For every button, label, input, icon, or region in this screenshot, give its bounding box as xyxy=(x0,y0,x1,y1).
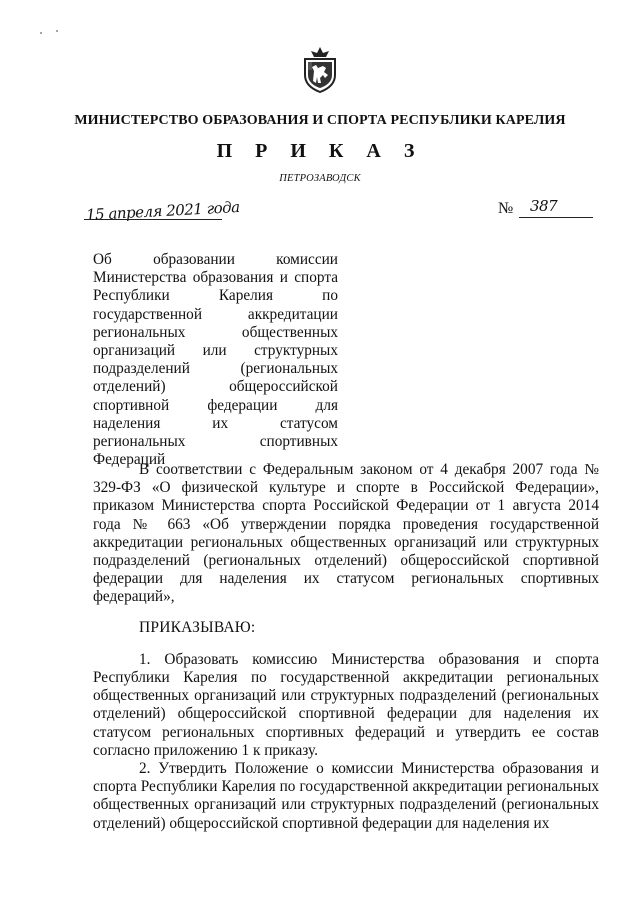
city-name: ПЕТРОЗАВОДСК xyxy=(279,173,361,184)
handwritten-order-number: 387 xyxy=(530,197,558,215)
handwritten-date: 15 апреля 2021 года xyxy=(85,197,241,225)
document-type-title: П Р И К А З xyxy=(216,140,424,162)
order-number-label: № xyxy=(498,200,514,217)
order-body xyxy=(93,461,599,833)
order-number-underline xyxy=(519,217,593,218)
ministry-name: МИНИСТЕРСТВО ОБРАЗОВАНИЯ И СПОРТА РЕСПУБЛИКИ КАРЕЛИЯ xyxy=(74,113,566,128)
scan-artifact xyxy=(40,32,42,34)
scan-artifact xyxy=(56,30,58,32)
order-subject: Об образовании комиссии Министерства образования и спорта Республики Карелия по государственной аккредитации региональных общественных организаций или структурных подразделений (региональных отделений) общероссийской спортивной федерации для наделения их статусом региональных спортивных Федераций xyxy=(93,251,338,469)
preamble-paragraph: В соответствии с Федеральным законом от 4 декабря 2007 года № 329-ФЗ «О физической культуре и спорте в Российской Федерации», приказом Министерства спорта Российской Федерации от 1 августа 2014 года № 663 «Об утверждении порядка проведения государственной аккредитации региональных общественных организаций или структурных подразделений (региональных отделений) общероссийской спортивной федерации для наделения их статусом региональных спортивных федераций», xyxy=(93,461,599,606)
order-item-1: 1. Образовать комиссию Министерства образования и спорта Республики Карелия по государственной аккредитации региональных общественных организаций или структурных подразделений (региональных отделений) общероссийской спортивной федерации для наделения их статусом региональных спортивных федераций и утвердить ее состав согласно приложению 1 к приказу. xyxy=(93,650,599,759)
date-underline xyxy=(84,219,222,220)
order-item-2: 2. Утвердить Положение о комиссии Министерства образования и спорта Республики Карелия по государственной аккредитации региональных общественных организаций или структурных подразделений (региональных отделений) общероссийской спортивной федерации для наделения их xyxy=(93,760,599,832)
order-directive-word: ПРИКАЗЫВАЮ: xyxy=(139,618,256,636)
coat-of-arms-icon xyxy=(300,45,340,93)
